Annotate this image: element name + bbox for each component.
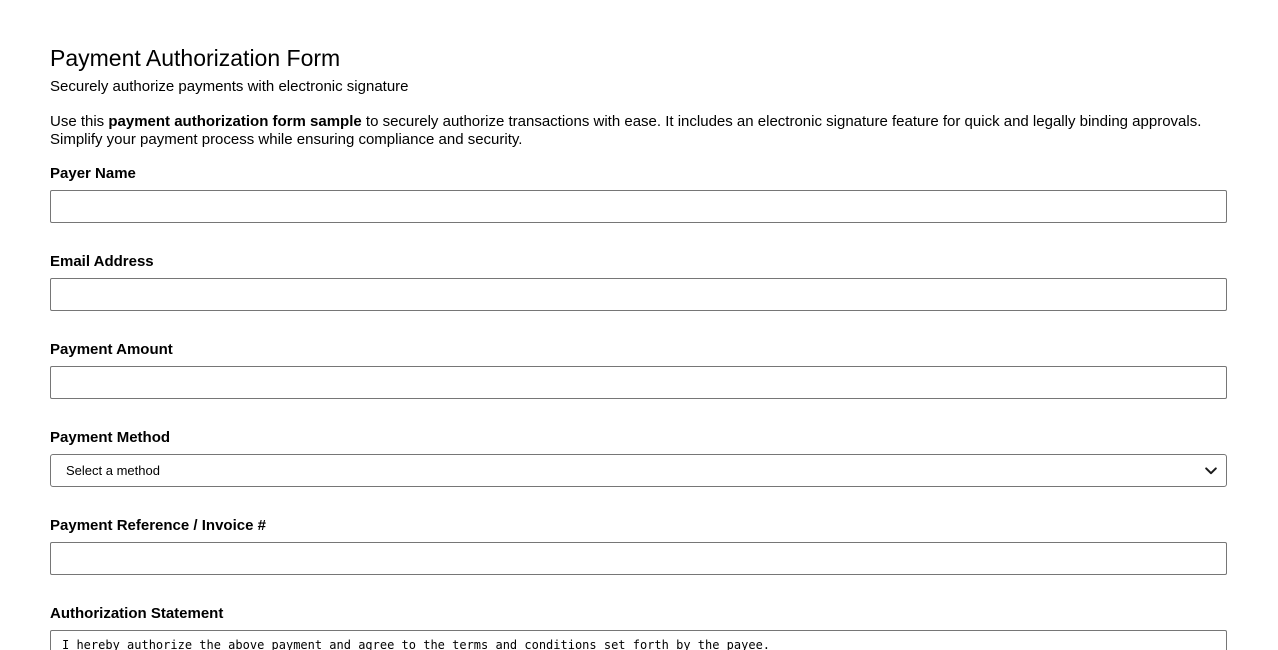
payment-amount-field[interactable]: [50, 366, 1227, 399]
payer-name-label: Payer Name: [50, 165, 136, 182]
payment-method-select-wrap: [50, 454, 1227, 487]
authorization-statement-textarea[interactable]: [50, 630, 1227, 650]
payment-reference-field[interactable]: [50, 542, 1227, 575]
payer-name-field[interactable]: [50, 190, 1227, 223]
intro-text-before: Use this: [50, 113, 109, 130]
payment-authorization-form: [50, 166, 1227, 650]
page-title: Payment Authorization Form: [50, 45, 341, 71]
payment-method-select[interactable]: [50, 454, 1227, 487]
payer-name-group: [50, 166, 1227, 223]
payment-reference-label: Payment Reference / Invoice #: [50, 517, 266, 534]
payment-amount-group: [50, 342, 1227, 399]
payment-method-label: Payment Method: [50, 429, 171, 446]
payment-amount-label: Payment Amount: [50, 341, 173, 358]
payment-method-group: [50, 430, 1227, 487]
authorization-statement-group: [50, 606, 1227, 650]
intro-bold-phrase: payment authorization form sample: [108, 113, 362, 130]
authorization-statement-label: Authorization Statement: [50, 605, 224, 622]
intro-paragraph: [50, 113, 1227, 149]
email-address-group: [50, 254, 1227, 311]
page-subtitle: Securely authorize payments with electronic signature: [50, 78, 409, 95]
email-address-label: Email Address: [50, 253, 154, 270]
payment-reference-group: [50, 518, 1227, 575]
email-address-field[interactable]: [50, 278, 1227, 311]
intro-text-after: to securely authorize transactions with ease. It includes an electronic signature feature for quick and legally binding approvals. Simplify your payment process while ensuring compliance and security.: [50, 113, 1202, 148]
